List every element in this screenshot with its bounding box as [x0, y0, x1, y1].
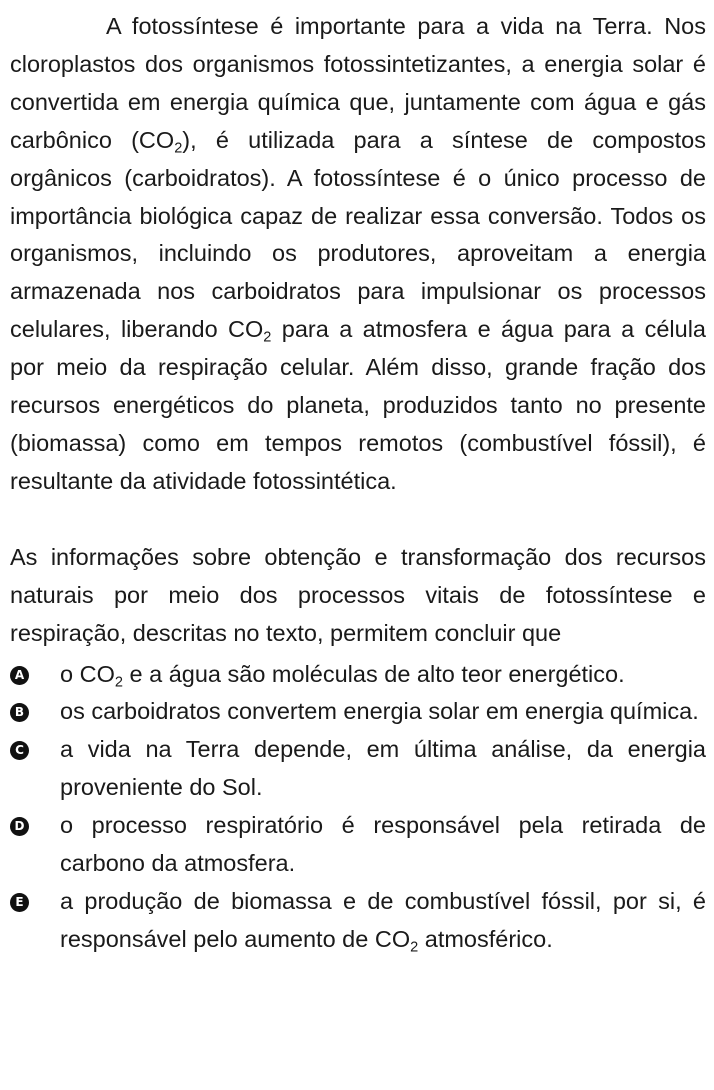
- question-stem: As informações sobre obtenção e transformação dos recursos naturais por meio dos processos vitais de fotossíntese e respiração, descritas no texto, permitem concluir que: [10, 543, 706, 646]
- subscript: 2: [410, 939, 419, 956]
- option-text: a produção de biomassa e de combustível fóssil, por si, é responsável pelo aumento de CO: [60, 887, 706, 952]
- paragraph-spacer: [10, 501, 706, 539]
- answer-options: [10, 656, 706, 959]
- option-text: o processo respiratório é responsável pela retirada de carbono da atmosfera.: [60, 812, 706, 877]
- passage-text: para a atmosfera e água para a célula por meio da respiração celular. Além disso, grande fração dos recursos energéticos do planeta, produzidos tanto no presente (biomassa) como em tempos remotos (combustível fóssil), é resultante da atividade fotossintética.: [10, 316, 706, 494]
- passage-paragraph: [10, 8, 706, 501]
- option-e[interactable]: [10, 883, 706, 959]
- option-letter-badge: E: [10, 893, 29, 912]
- subscript: 2: [114, 673, 123, 690]
- option-b[interactable]: [10, 693, 706, 731]
- option-letter-badge: D: [10, 817, 29, 836]
- option-text: atmosférico.: [418, 925, 553, 952]
- option-d[interactable]: [10, 807, 706, 883]
- option-text: a vida na Terra depende, em última análise, da energia proveniente do Sol.: [60, 736, 706, 801]
- option-text: e a água são moléculas de alto teor energético.: [122, 660, 625, 687]
- option-c[interactable]: [10, 731, 706, 807]
- option-text: o CO: [60, 660, 115, 687]
- subscript: 2: [263, 329, 272, 346]
- passage-text: ), é utilizada para a síntese de compostos orgânicos (carboidratos). A fotossíntese é o único processo de importância biológica capaz de realizar essa conversão. Todos os organismos, incluindo os produtores, aproveitam a energia armazenada nos carboidratos para impulsionar os processos celulares, liberando CO: [10, 126, 707, 343]
- option-a[interactable]: [10, 656, 706, 694]
- option-letter-badge: C: [10, 741, 29, 760]
- option-letter-badge: B: [10, 703, 29, 722]
- passage-text: A fotossíntese é importante para a vida na Terra. Nos cloroplastos dos organismos fotossintetizantes, a energia solar é convertida em energia química que, juntamente com água e gás carbônico (CO: [10, 13, 706, 153]
- subscript: 2: [174, 140, 183, 157]
- option-letter-badge: A: [10, 666, 29, 685]
- option-text: os carboidratos convertem energia solar em energia química.: [60, 698, 699, 725]
